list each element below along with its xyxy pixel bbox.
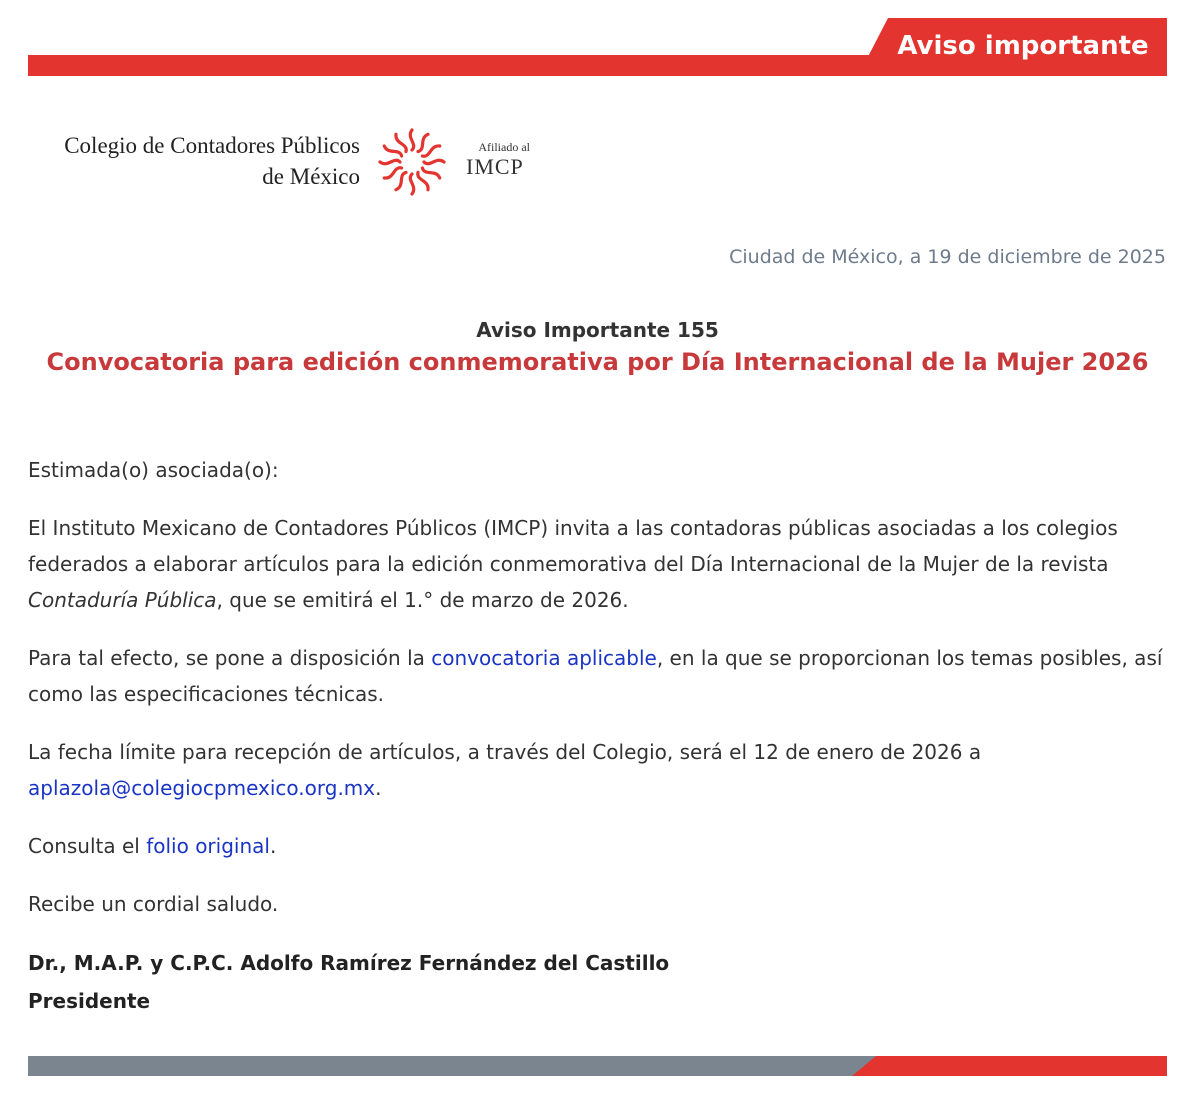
signature-role: Presidente [28, 989, 151, 1013]
affiliation-label: Afiliado al [478, 140, 530, 154]
paragraph-convocatoria [28, 640, 1167, 712]
p1-text-b: , que se emitirá el 1.° de marzo de 2026. [216, 588, 629, 612]
header-tab-label: Aviso importante [897, 31, 1149, 61]
footer-bar-red [852, 1056, 1167, 1076]
p4-text-a: Consulta el [28, 834, 147, 858]
organization-name-line1: Colegio de Contadores Públicos [64, 133, 360, 158]
colegio-logo-icon [376, 126, 448, 198]
p2-text-a: Para tal efecto, se pone a disposición la [28, 646, 432, 670]
notice-number: Aviso Importante 155 [476, 318, 719, 342]
signature-name: Dr., M.A.P. y C.P.C. Adolfo Ramírez Fernández del Castillo [28, 951, 670, 975]
letter-body [28, 452, 1167, 1020]
footer-bar-gray [28, 1056, 878, 1076]
paragraph-deadline [28, 734, 1167, 806]
p3-text-a: La fecha límite para recepción de artículos, a través del Colegio, será el 12 de enero de 2026 a [28, 740, 982, 764]
email-link[interactable]: aplazola@colegiocpmexico.org.mx [28, 776, 376, 800]
organization-name-line2: de México [262, 164, 360, 189]
p2-text-b: , en la que se proporcionan los temas posibles, así como las especificaciones técnicas. [28, 646, 1163, 706]
convocatoria-link[interactable]: convocatoria aplicable [431, 646, 657, 670]
imcp-label: IMCP [466, 154, 524, 179]
imcp-affiliation [466, 140, 530, 180]
date-line: Ciudad de México, a 19 de diciembre de 2025 [729, 246, 1166, 268]
notice-title: Convocatoria para edición conmemorativa por Día Internacional de la Mujer 2026 [46, 348, 1149, 376]
organization-name [28, 130, 360, 192]
closing: Recibe un cordial saludo. [28, 892, 279, 916]
p4-text-b: . [269, 834, 277, 858]
magazine-name: Contaduría Pública [28, 588, 217, 612]
notice-heading [28, 316, 1167, 380]
greeting: Estimada(o) asociada(o): [28, 458, 279, 482]
signature [28, 944, 1167, 1020]
p1-text-a: El Instituto Mexicano de Contadores Públicos (IMCP) invita a las contadoras públicas asociadas a los colegios federados a elaborar artículos para la edición conmemorativa del Día Internacional de la Mujer de la revista [28, 516, 1118, 576]
folio-link[interactable]: folio original [146, 834, 270, 858]
paragraph-invitation [28, 510, 1167, 618]
paragraph-folio [28, 828, 1167, 864]
p3-text-b: . [375, 776, 382, 800]
